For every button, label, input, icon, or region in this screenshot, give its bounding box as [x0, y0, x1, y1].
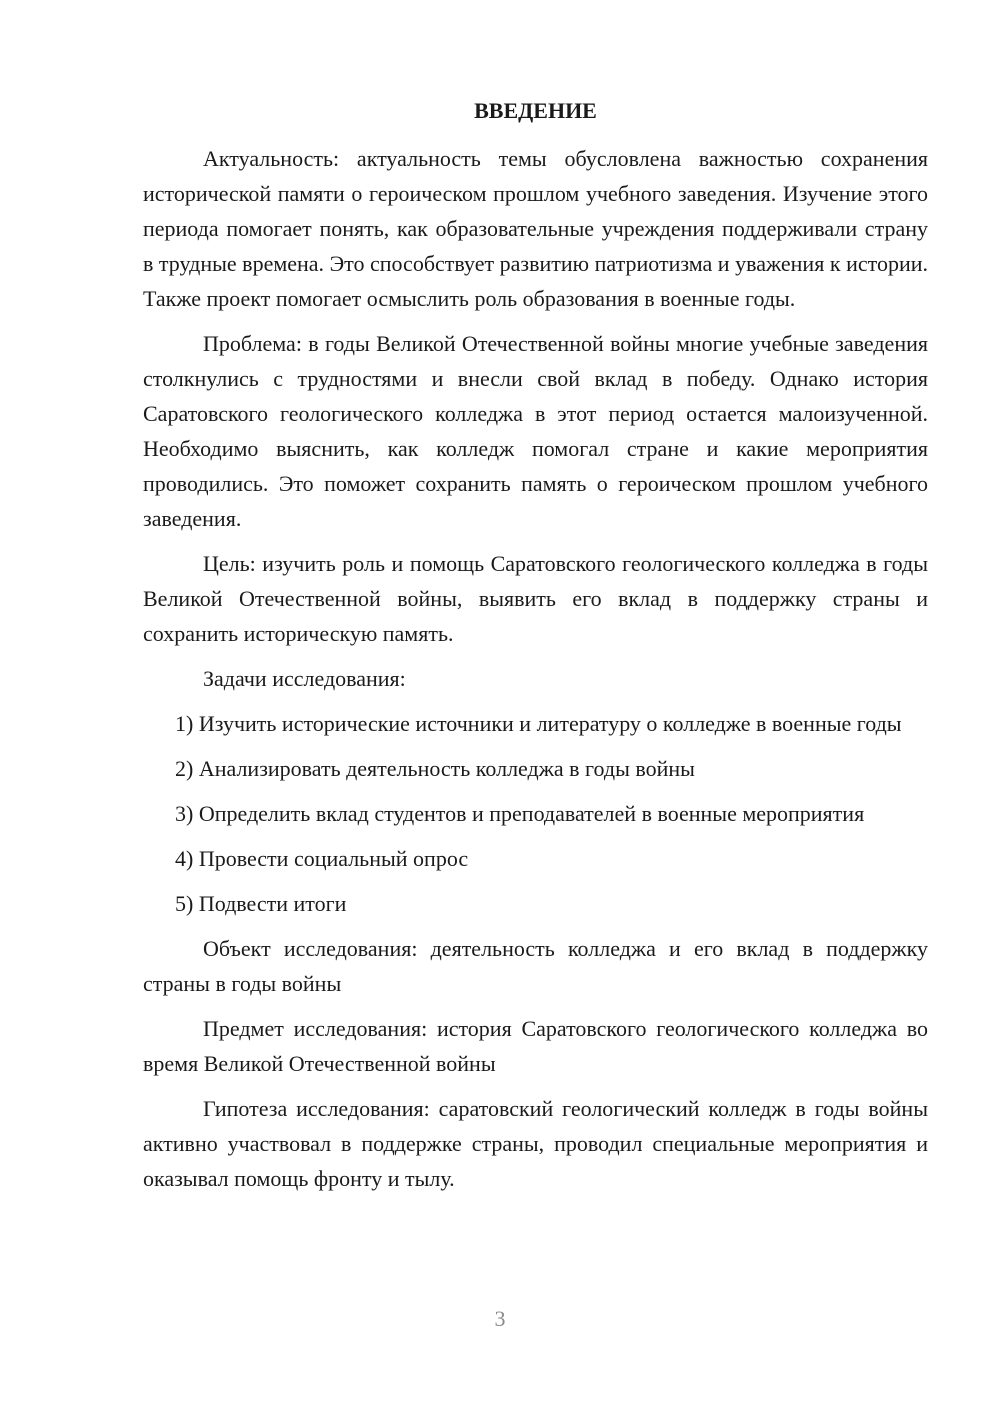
- task-item-4: 4) Провести социальный опрос: [175, 846, 469, 871]
- goal-paragraph: Цель: изучить роль и помощь Саратовского геологического колледжа в годы Великой Отечественной войны, выявить его вклад в поддержку страны и сохранить историческую память.: [143, 551, 928, 646]
- subject-paragraph: Предмет исследования: история Саратовского геологического колледжа во время Великой Отечественной войны: [143, 1016, 928, 1076]
- tasks-list: [143, 706, 928, 921]
- object-paragraph: Объект исследования: деятельность колледжа и его вклад в поддержку страны в годы войны: [143, 936, 928, 996]
- task-item-1: 1) Изучить исторические источники и литературу о колледже в военные годы: [175, 711, 902, 736]
- task-item-5: 5) Подвести итоги: [175, 891, 347, 916]
- relevance-paragraph: Актуальность: актуальность темы обусловлена важностью сохранения исторической памяти о героическом прошлом учебного заведения. Изучение этого периода помогает понять, как образовательные учреждения поддерживали страну в трудные времена. Это способствует развитию патриотизма и уважения к истории. Также проект помогает осмыслить роль образования в военные годы.: [143, 146, 928, 311]
- hypothesis-paragraph: Гипотеза исследования: саратовский геологический колледж в годы войны активно участвовал в поддержке страны, проводил специальные мероприятия и оказывал помощь фронту и тылу.: [143, 1096, 928, 1191]
- document-title: ВВЕДЕНИЕ: [474, 98, 597, 123]
- problem-paragraph: Проблема: в годы Великой Отечественной войны многие учебные заведения столкнулись с трудностями и внесли свой вклад в победу. Однако история Саратовского геологического колледжа в этот период остается малоизученной. Необходимо выяснить, как колледж помогал стране и какие мероприятия проводились. Это поможет сохранить память о героическом прошлом учебного заведения.: [143, 331, 928, 531]
- tasks-heading: Задачи исследования:: [203, 666, 406, 691]
- page-number: 3: [494, 1306, 506, 1331]
- task-item-3: 3) Определить вклад студентов и преподавателей в военные мероприятия: [175, 801, 865, 826]
- task-item-2: 2) Анализировать деятельность колледжа в годы войны: [175, 756, 695, 781]
- document-page: [143, 95, 928, 1196]
